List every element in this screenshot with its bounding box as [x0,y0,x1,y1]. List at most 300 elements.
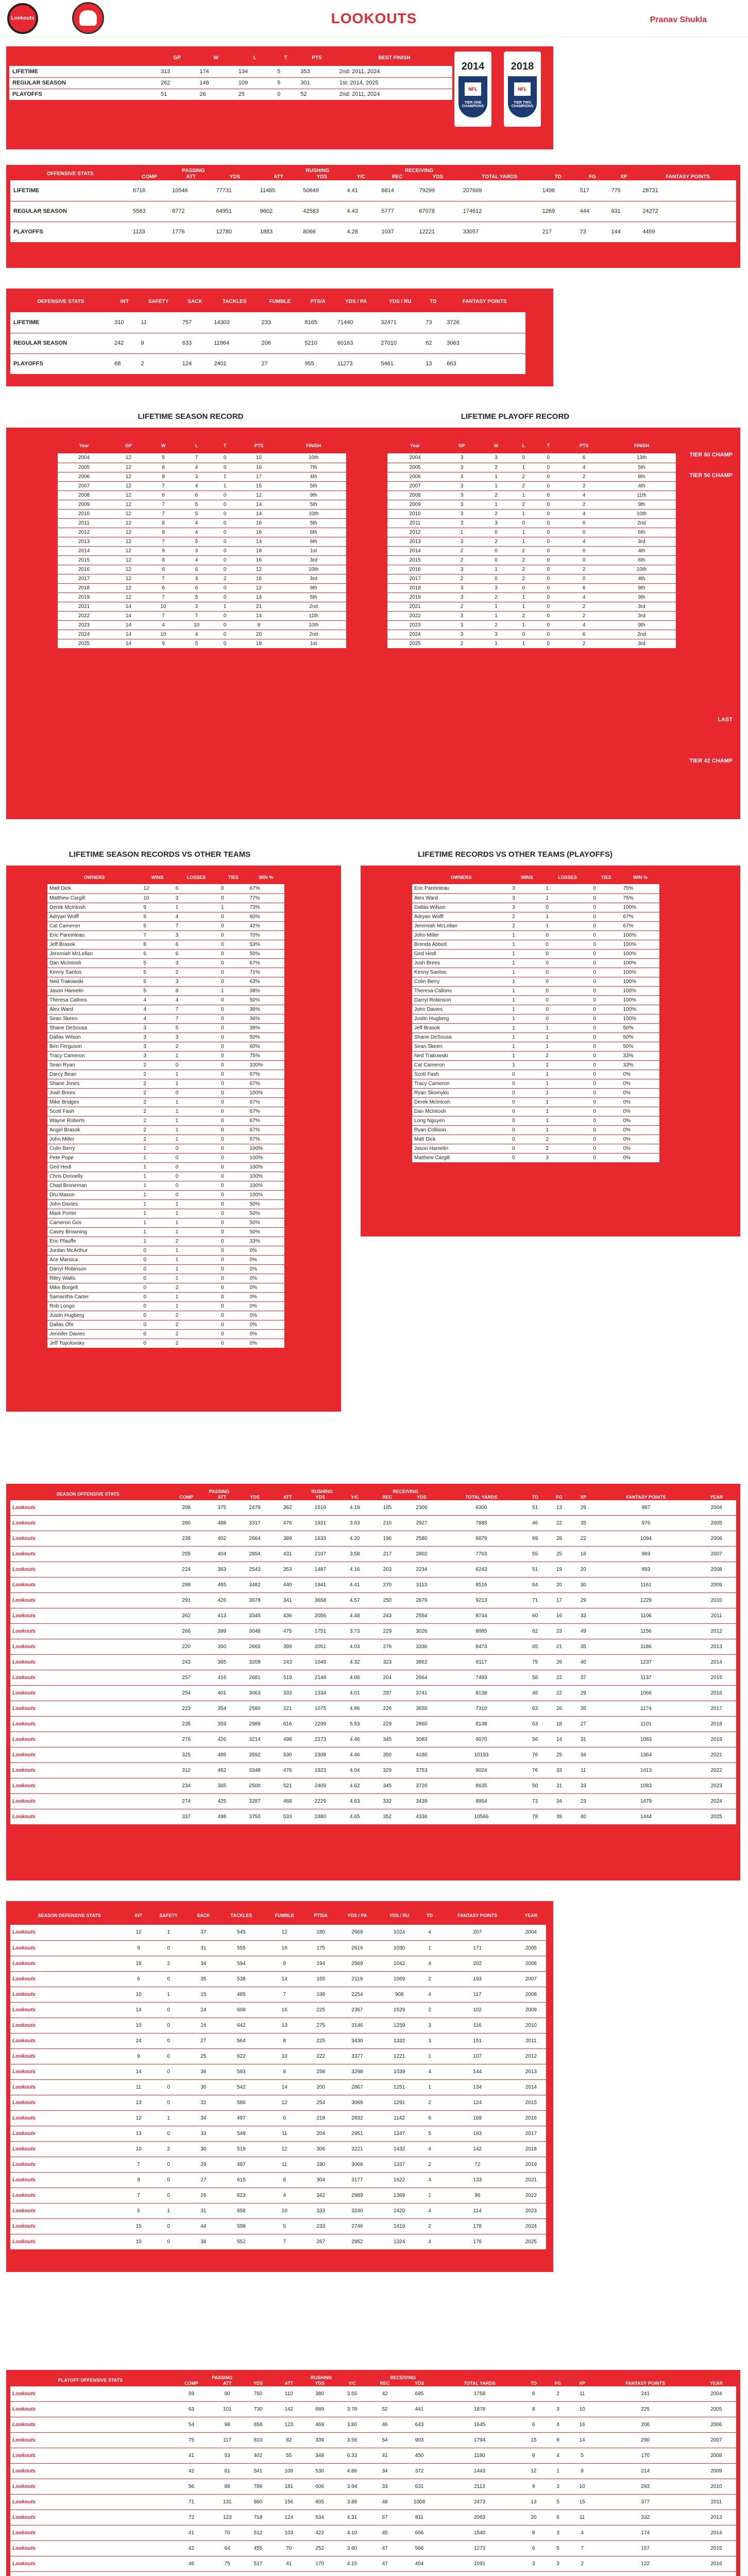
table-cell: 0 [536,463,560,472]
table-cell: 9213 [439,1593,523,1608]
table-cell: 1st [281,639,346,648]
column-header: PTS [579,443,589,448]
table-cell: 1 [511,602,536,611]
table-cell: 75% [621,893,659,903]
table-cell: 0 [149,2048,189,2064]
table-cell: John Miller [412,930,510,940]
table-cell: 0 [174,1144,219,1153]
table-cell: 3 [421,2033,439,2048]
table-cell: 2007 [516,1971,546,1987]
table-cell: Jason Hamelin [47,986,141,995]
table-cell: 10th [281,620,346,630]
user-name-link[interactable]: Pranav Shukla [650,15,707,24]
table-cell: 297 [371,1686,403,1701]
team-link[interactable]: Lookouts [10,2172,128,2188]
table-cell: 2016 [58,565,110,574]
table-cell: 2nd: 2011, 2024 [336,66,452,77]
table-cell: 4 [570,2526,594,2541]
table-cell: 2014 [516,2079,546,2095]
table-cell: 3 [174,958,219,968]
table-cell: 38% [248,1023,284,1032]
team-link[interactable]: Lookouts [10,1809,165,1825]
column-header: YDS [253,2380,263,2386]
table-cell: 100% [621,903,659,912]
table-title: PLAYOFF OFFENSIVE STATS [58,2378,123,2383]
table-cell: 100% [248,1088,284,1097]
table-cell: 730 [242,2402,274,2417]
group-header: RUSHING [310,2375,332,2380]
table-cell: 0 [141,1255,173,1264]
team-link[interactable]: Lookouts [10,2141,128,2157]
table-cell: 1 [510,1060,543,1070]
table-row [58,518,346,528]
table-cell: 4.46 [338,1732,371,1748]
table-cell: 0 [591,968,621,977]
table-cell: 6.33 [335,2448,368,2464]
table-title: DEFENSIVE STATS [37,299,84,304]
table-cell: 2119 [336,1971,378,1987]
team-link[interactable]: Lookouts [10,1971,128,1987]
table-cell: 0 [591,1070,621,1079]
table-cell: 2679 [403,1593,439,1608]
table-cell: 46 [368,2417,401,2433]
table-cell: 0 [560,574,607,583]
table-cell: 1259 [378,2018,421,2033]
table-cell: 0 [219,949,248,958]
table-cell: 4 [174,912,219,921]
table-cell: 1941 [302,1578,338,1593]
table-row [47,1199,284,1209]
table-cell: 124 [439,2095,516,2110]
group-header-row [10,1489,736,1495]
table-cell: 24 [188,2018,218,2033]
table-cell: 2005 [387,463,443,472]
table-cell: 8 [147,528,180,537]
table-cell: 3 [443,620,481,630]
table-row [10,1940,546,1956]
table-cell: 6 [141,949,173,958]
team-link[interactable]: Lookouts [10,2033,128,2048]
table-row [47,930,284,940]
table-cell: 2 [481,509,512,518]
team-link[interactable]: Lookouts [10,1547,165,1562]
table-cell: 1 [510,1023,543,1032]
table-cell: 114 [439,2203,516,2218]
team-link[interactable]: Lookouts [10,2464,171,2479]
team-link[interactable]: Lookouts [10,2526,171,2541]
table-cell: 12 [110,490,147,500]
table-cell: 3.56 [335,2433,368,2448]
team-link[interactable]: Lookouts [10,2386,171,2402]
table-cell: 76 [523,1748,547,1763]
table-cell: 42 [368,2386,401,2402]
table-cell: 6 [128,2203,149,2218]
table-cell: 2 [421,2218,439,2234]
table-cell: 0 [174,1153,219,1162]
table-row [58,546,346,555]
table-cell: Pete Pope [47,1153,141,1162]
table-cell: 20 [522,2510,546,2526]
table-cell: 5 [180,592,213,602]
table-cell: 552 [218,2234,264,2249]
table-cell: 2025 [697,1809,737,1825]
table-cell: 15 [236,481,281,490]
column-header: WIN % [633,874,648,880]
team-link[interactable]: Lookouts [10,2541,171,2556]
table-cell: 67% [621,921,659,930]
table-row [47,977,284,986]
team-link[interactable]: Lookouts [10,2417,171,2433]
table-cell: 2 [174,1311,219,1320]
table-cell: 67 [368,2510,401,2526]
team-link[interactable]: Lookouts [10,2556,171,2572]
team-link[interactable]: Lookouts [10,2448,171,2464]
table-cell: 12 [128,1925,149,1940]
team-link[interactable]: Lookouts [10,2018,128,2033]
team-link[interactable]: Lookouts [10,1956,128,1971]
table-cell: 10 [570,2402,594,2417]
table-cell: 214 [594,2464,696,2479]
table-cell: 2113 [437,2479,521,2495]
table-cell: 2015 [516,2095,546,2110]
table-cell: 0 [149,2002,189,2018]
table-cell: 0 [591,1107,621,1116]
table-cell: Dallas Wilson [47,1032,141,1042]
header-row [58,438,346,453]
column-header: TD [530,2380,537,2386]
table-cell: 60% [248,1042,284,1051]
column-header: YDS [315,1494,326,1500]
table-row [10,1748,736,1763]
table-cell: 440 [273,1578,302,1593]
table-cell: 1 [481,602,512,611]
table-cell: 14303 [211,312,258,333]
table-cell: 1 [174,1227,219,1236]
team-link[interactable]: Lookouts [10,1794,165,1809]
table-cell: 2011 [58,518,110,528]
table-cell: 0 [141,1329,173,1338]
table-cell: 0 [511,518,536,528]
team-link[interactable]: Lookouts [10,2234,128,2249]
table-cell: 8772 [169,201,213,222]
table-cell [335,2572,368,2576]
table-cell: 1 [141,1209,173,1218]
team-link[interactable]: Lookouts [10,1701,165,1717]
table-cell: 8117 [439,1655,523,1670]
table-cell: 485 [218,1987,264,2002]
team-link[interactable]: Lookouts [10,1608,165,1624]
table-cell: 3678 [237,1593,273,1608]
table-cell: 4th [607,574,676,583]
table-cell: 41 [171,2526,213,2541]
table-cell: 329 [371,1763,403,1778]
table-cell: 151 [439,2033,516,2048]
table-cell: 399 [207,1624,236,1639]
table-cell: 0 [536,453,560,463]
table-cell: 4 [147,620,180,630]
team-link[interactable]: Lookouts [10,2064,128,2079]
table-cell: 2008 [387,490,443,500]
season-offense-section [6,1484,740,1880]
team-link[interactable]: Lookouts [10,2095,128,2110]
table-cell: 1 [510,958,543,968]
team-link[interactable]: Lookouts [10,2002,128,2018]
table-cell: 224 [165,1562,207,1578]
table-cell: 1 [481,639,512,648]
table-cell: 2012 [387,528,443,537]
table-row [387,472,676,481]
table-cell: 2 [443,639,481,648]
table-cell: 2 [174,1338,219,1348]
table-cell: 0 [510,1134,543,1144]
table-cell: 100% [621,995,659,1005]
team-link[interactable]: Lookouts [10,2218,128,2234]
table-cell: 45 [368,2526,401,2541]
team-link[interactable]: Lookouts [10,2188,128,2203]
team-link[interactable]: Lookouts [10,1531,165,1547]
team-link[interactable]: Lookouts [10,1732,165,1748]
table-row [10,2218,546,2234]
table-cell: 13 [128,2126,149,2141]
table-cell: 33 [547,1763,571,1778]
table-cell: 2473 [437,2495,521,2510]
table-row [47,1301,284,1311]
table-row [10,2002,546,2018]
group-header: PASSING [182,168,205,174]
team-link[interactable] [10,2572,171,2576]
row-label: REGULAR SEASON [10,201,130,222]
table-cell: 10 [147,630,180,639]
table-cell: 1 [510,1014,543,1023]
table-cell: 1334 [302,1686,338,1701]
table-cell: 37 [571,1670,595,1686]
team-link[interactable]: Lookouts [10,2433,171,2448]
table-row [10,1778,736,1794]
table-cell: 3026 [403,1624,439,1639]
column-header: YDS / RU [389,299,412,304]
column-header: ATT [284,2380,294,2386]
table-cell: 4 [546,2448,570,2464]
table-cell: 178 [439,2218,516,2234]
table-cell: 3.58 [338,1547,371,1562]
team-link[interactable]: Lookouts [10,1763,165,1778]
table-cell: 12 [110,481,147,490]
table-cell: 2 [213,574,237,583]
table-cell: 3 [443,537,481,546]
team-link[interactable]: Lookouts [10,2157,128,2172]
table-cell: 0 [219,968,248,977]
table-cell: Ned Trakowski [412,1051,510,1060]
table-cell: 0 [481,574,512,583]
table-cell: 455 [242,2541,274,2556]
table-cell: 76 [523,1763,547,1778]
table-cell: 643 [401,2417,438,2433]
team-link[interactable]: Lookouts [10,2079,128,2095]
table-cell: 1 [543,1116,591,1125]
team-link[interactable]: Lookouts [10,1655,165,1670]
table-cell: 0 [149,1940,189,1956]
table-cell: Jennifer Davies [47,1329,141,1338]
table-row [412,1014,659,1023]
table-cell: Eric Pareinteau [412,884,510,893]
table-cell: 0% [248,1301,284,1311]
table-cell: 122 [594,2556,696,2572]
table-cell: 1156 [595,1624,696,1639]
table-cell: 62 [523,1624,547,1639]
table-cell: 663 [444,353,525,374]
table-cell: 42583 [300,201,344,222]
group-spacer [570,2375,594,2381]
team-link[interactable]: Lookouts [10,2479,171,2495]
team-link[interactable]: Lookouts [10,1717,165,1732]
table-cell: Scott Fash [412,1070,510,1079]
table-cell: 1 [543,1088,591,1097]
table-cell: 100% [621,930,659,940]
table-cell: 476 [273,1763,302,1778]
table-cell: Derek McIntosh [412,1097,510,1107]
team-link[interactable]: Lookouts [10,2048,128,2064]
team-link[interactable]: Lookouts [10,1940,128,1956]
table-cell: 0 [213,555,237,565]
table-cell: 8 [147,518,180,528]
table-cell: 2 [511,574,536,583]
lookouts-logo[interactable]: Lookouts [7,3,38,34]
table-cell: 2 [481,537,512,546]
table-cell: 12 [110,500,147,509]
team-link[interactable]: Lookouts [10,1639,165,1655]
team-link[interactable]: Lookouts [10,2510,171,2526]
table-cell: 3.94 [335,2479,368,2495]
team-link[interactable]: Lookouts [10,1516,165,1531]
table-cell: 354 [207,1701,236,1717]
table-cell: 2016 [516,2110,546,2126]
table-row [58,463,346,472]
table-cell: 0 [510,1125,543,1134]
table-row [47,1227,284,1236]
team-link[interactable]: Lookouts [10,1593,165,1608]
table-cell: 1042 [378,1956,421,1971]
table-cell: 11th [281,611,346,620]
team-link[interactable]: Lookouts [10,1925,128,1940]
table-cell: 4 [421,2203,439,2218]
table-cell: 3 [421,2018,439,2033]
team-link[interactable]: Lookouts [10,1670,165,1686]
team-link[interactable]: Lookouts [10,1562,165,1578]
table-cell: 3063 [237,1686,273,1701]
table-cell: 67% [248,884,284,893]
table-cell: 0 [141,1246,173,1255]
table-cell: 348 [304,2448,336,2464]
table-cell: 198 [305,1987,336,2002]
table-cell: 0 [219,1097,248,1107]
table-cell: 5 [180,500,213,509]
table-cell: 2254 [336,1987,378,2002]
team-link[interactable]: Lookouts [10,1987,128,2002]
table-cell: 11 [264,2157,305,2172]
table-cell: 2013 [387,537,443,546]
team-link[interactable]: Lookouts [10,2402,171,2417]
table-cell: 2008 [516,1987,546,2002]
table-cell: 7 [141,930,173,940]
table-cell: 14 [236,611,281,620]
table-cell: 0 [219,1199,248,1209]
table-cell: 0 [213,528,237,537]
table-cell: 2 [546,2386,570,2402]
table-cell: 157 [594,2541,696,2556]
table-cell: 67% [248,1116,284,1125]
table-cell: 1180 [437,2448,521,2464]
table-cell: 50649 [300,180,344,201]
table-cell: 22 [547,1516,571,1531]
table-row [47,1079,284,1088]
table-cell: 1 [481,481,512,490]
group-spacer [546,2375,570,2381]
table-cell: 9 [128,2172,149,2188]
table-cell: 73 [577,222,608,242]
table-cell: 469 [304,2417,336,2433]
table-cell: 0 [510,1107,543,1116]
team-link[interactable]: Lookouts [10,1578,165,1593]
team-link[interactable]: Lookouts [10,2126,128,2141]
table-cell: 41 [171,2448,213,2464]
table-cell: 254 [305,2095,336,2110]
table-cell: 13 [128,2095,149,2110]
table-cell: 0 [219,1134,248,1144]
table-row [47,1014,284,1023]
table-row [47,1274,284,1283]
table-cell: 0 [213,639,237,648]
table-cell: 908 [378,1987,421,2002]
team-link[interactable]: Lookouts [10,1778,165,1794]
table-cell: 2014 [697,1655,737,1670]
table-cell: 275 [305,2018,336,2033]
table-cell: 0 [213,463,237,472]
team-link[interactable]: Lookouts [10,2203,128,2218]
table-cell: Tracy Cameron [412,1079,510,1088]
table-row [47,1320,284,1329]
table-cell: Matt Dick [412,1134,510,1144]
table-cell: 100% [621,958,659,968]
table-cell: 123 [212,2510,242,2526]
table-cell: 72 [171,2510,213,2526]
team-link[interactable]: Lookouts [10,2110,128,2126]
table-row [47,958,284,968]
table-cell: 5 [147,453,180,463]
table-cell: 6 [546,2510,570,2526]
defense-table [10,292,525,375]
team-link[interactable]: Lookouts [10,2495,171,2510]
table-cell: 3 [443,453,481,463]
table-cell: 404 [401,2556,438,2572]
vs-season-table [47,871,284,1348]
team-link[interactable]: Lookouts [10,1748,165,1763]
team-link[interactable]: Lookouts [10,1686,165,1701]
table-cell: 1 [510,1032,543,1042]
table-cell: 1 [543,1097,591,1107]
table-cell: 35 [188,1971,218,1987]
table-cell: 10 [180,620,213,630]
table-cell [696,2572,736,2576]
table-cell: 350 [207,1639,236,1655]
table-cell: 0 [174,1088,219,1097]
team-link[interactable]: Lookouts [10,1500,165,1516]
table-cell: 6 [147,583,180,592]
table-cell: 2 [560,611,607,620]
table-cell [304,2572,336,2576]
table-cell: 100% [621,949,659,958]
team-link[interactable]: Lookouts [10,1624,165,1639]
nfl-text: NFL [465,82,481,96]
